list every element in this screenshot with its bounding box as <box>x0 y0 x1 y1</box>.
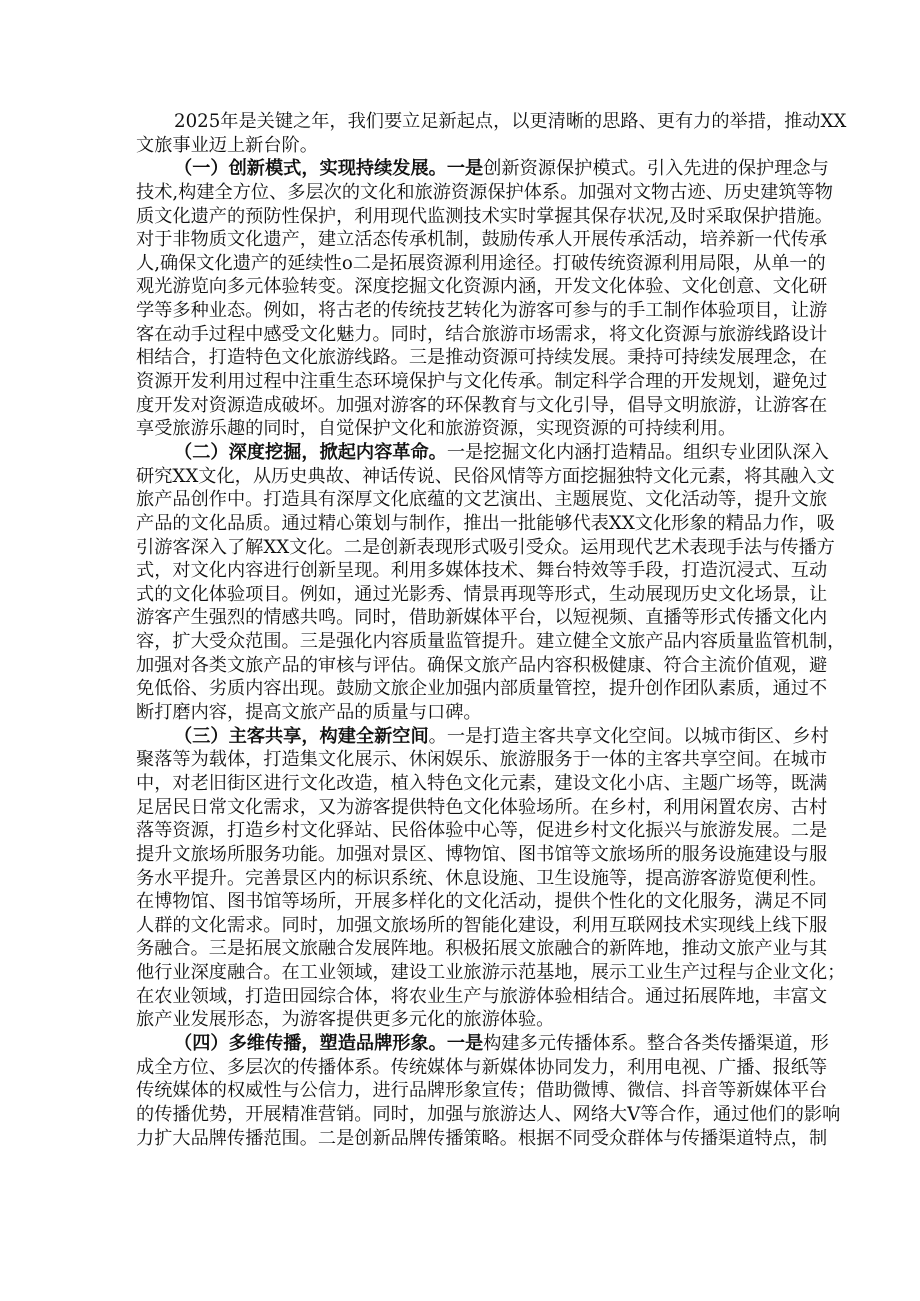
paragraph-line: 提升文旅场所服务功能。加强对景区、博物馆、图书馆等文旅场所的服务设施建设与服 <box>136 843 828 865</box>
paragraph-line: 力扩大品牌传播范围。二是创新品牌传播策略。根据不同受众群体与传播渠道特点，制 <box>136 1127 828 1149</box>
section-first-line-text: 。一是打造主客共享文化空间。以城市街区、乡村 <box>428 725 829 747</box>
section-first-line <box>136 441 829 465</box>
paragraph-line: 务水平提升。完善景区内的标识系统、休息设施、卫生设施等，提高游客游览便利性。 <box>136 867 828 889</box>
paragraph-line: 式的文化体验项目。例如，通过光影秀、情景再现等形式，生动展现历史文化场景，让 <box>136 583 828 605</box>
paragraph-line: 人群的文化需求。同时，加强文旅场所的智能化建设，利用互联网技术实现线上线下服 <box>136 914 828 936</box>
paragraph-line: 产品的文化品质。通过精心策划与制作，推出一批能够代表XX文化形象的精品力作，吸 <box>136 512 835 534</box>
paragraph-line: 资源开发利用过程中注重生态环境保护与文化传承。制定科学合理的开发规划，避免过 <box>136 371 828 393</box>
paragraph-line: 客在动手过程中感受文化魅力。同时，结合旅游市场需求，将文化资源与旅游线路设计 <box>136 323 828 345</box>
paragraph-line: 免低俗、劣质内容出现。鼓励文旅企业加强内部质量管控，提升创作团队素质，通过不 <box>136 678 828 700</box>
section-first-line-text: 构建多元传播体系。整合各类传播渠道，形 <box>483 1032 829 1054</box>
paragraph-line: 旅产品创作中。打造具有深厚文化底蕴的文艺演出、主题展览、文化活动等，提升文旅 <box>136 489 828 511</box>
section-heading: （三）主客共享，构建全新空间 <box>174 725 429 747</box>
section-heading: （二）深度挖掘，掀起内容革命。 <box>174 441 447 463</box>
paragraph-line: 成全方位、多层次的传播体系。传统媒体与新媒体协同发力，利用电视、广播、报纸等 <box>136 1056 828 1078</box>
paragraph-line: 观光游览向多元体验转变。深度挖掘文化资源内涵，开发文化体验、文化创意、文化研 <box>136 276 828 298</box>
paragraph-line: 研究XX文化，从历史典故、神话传说、民俗风情等方面挖掘独特文化元素，将其融入文 <box>136 465 835 487</box>
paragraph-line: 加强对各类文旅产品的审核与评估。确保文旅产品内容积极健康、符合主流价值观，避 <box>136 654 828 676</box>
paragraph-line: 在农业领域，打造田园综合体，将农业生产与旅游体验相结合。通过拓展阵地，丰富文 <box>136 985 828 1007</box>
paragraph-line: 落等资源，打造乡村文化驿站、民俗体验中心等，促进乡村文化振兴与旅游发展。二是 <box>136 820 828 842</box>
paragraph-line: 人,确保文化遗产的延续性o二是拓展资源利用途径。打破传统资源利用局限，从单一的 <box>136 252 826 274</box>
document-body <box>136 110 847 1150</box>
section-heading: （一）创新模式，实现持续发展。 <box>174 158 447 180</box>
section-2-paragraph <box>136 441 846 725</box>
paragraph-line: 式，对文化内容进行创新呈现。利用多媒体技术、舞台特效等手段，打造沉浸式、互动 <box>136 560 828 582</box>
paragraph-line: 务融合。三是拓展文旅融合发展阵地。积极拓展文旅融合的新阵地，推动文旅产业与其 <box>136 938 828 960</box>
paragraph-line: 学等多种业态。例如，将古老的传统技艺转化为游客可参与的手工制作体验项目，让游 <box>136 300 828 322</box>
paragraph-line: 度开发对资源造成破坏。加强对游客的环保教育与文化引导，倡导文明旅游，让游客在 <box>136 394 828 416</box>
paragraph-line: 引游客深入了解XX文化。二是创新表现形式吸引受众。运用现代艺术表现手法与传播方 <box>136 536 835 558</box>
paragraph-line: 容，扩大受众范围。三是强化内容质量监管提升。建立健全文旅产品内容质量监管机制， <box>136 631 846 653</box>
section-first-line-text: 创新资源保护模式。引入先进的保护理念与 <box>483 158 829 180</box>
section-lead: 一是 <box>446 158 484 180</box>
paragraph-line: 足居民日常文化需求，又为游客提供特色文化体验场所。在乡村，利用闲置农房、古村 <box>136 796 828 818</box>
paragraph-line: 2025年是关键之年，我们要立足新起点，以更清晰的思路、更有力的举措，推动XX <box>174 111 847 132</box>
paragraph-line: 他行业深度融合。在工业领域，建设工业旅游示范基地，展示工业生产过程与企业文化； <box>136 962 846 984</box>
paragraph-line: 相结合，打造特色文化旅游线路。三是推动资源可持续发展。秉持可持续发展理念，在 <box>136 347 828 369</box>
section-4-paragraph <box>136 1032 841 1150</box>
section-3-paragraph <box>136 725 846 1032</box>
section-first-line <box>136 725 829 749</box>
paragraph-line: 质文化遗产的预防性保护，利用现代监测技术实时掌握其保存状况,及时采取保护措施。 <box>136 205 833 227</box>
paragraph-line: 享受旅游乐趣的同时，自觉保护文化和旅游资源，实现资源的可持续利用。 <box>136 418 737 440</box>
section-1-paragraph <box>136 157 833 441</box>
paragraph-line: 对于非物质文化遗产，建立活态传承机制，鼓励传承人开展传承活动，培养新一代传承 <box>136 229 828 251</box>
intro-paragraph <box>136 110 847 157</box>
paragraph-line: 在博物馆、图书馆等场所，开展多样化的文化活动，提供个性化的文化服务，满足不同 <box>136 891 828 913</box>
paragraph-line: 聚落等为载体，打造集文化展示、休闲娱乐、旅游服务于一体的主客共享空间。在城市 <box>136 749 828 771</box>
paragraph-line: 传统媒体的权威性与公信力，进行品牌形象宣传；借助微博、微信、抖音等新媒体平台 <box>136 1080 828 1102</box>
paragraph-line: 断打磨内容，提高文旅产品的质量与口碑。 <box>136 702 482 724</box>
section-heading: （四）多维传播，塑造品牌形象。 <box>174 1032 447 1054</box>
section-first-line <box>136 157 829 181</box>
section-first-line <box>136 1032 829 1056</box>
paragraph-line: 文旅事业迈上新台阶。 <box>136 134 318 156</box>
paragraph-line: 技术,构建全方位、多层次的文化和旅游资源保护体系。加强对文物古迹、历史建筑等物 <box>136 181 833 203</box>
paragraph-line: 游客产生强烈的情感共鸣。同时，借助新媒体平台，以短视频、直播等形式传播文化内 <box>136 607 828 629</box>
paragraph-line: 中，对老旧街区进行文化改造，植入特色文化元素，建设文化小店、主题广场等，既满 <box>136 772 828 794</box>
paragraph-line: 旅产业发展形态，为游客提供更多元化的旅游体验。 <box>136 1009 555 1031</box>
section-first-line-text: 一是挖掘文化内涵打造精品。组织专业团队深入 <box>446 441 829 463</box>
paragraph-line: 的传播优势，开展精准营销。同时，加强与旅游达人、网络大V等合作，通过他们的影响 <box>136 1103 841 1125</box>
section-lead: 一是 <box>446 1032 484 1054</box>
